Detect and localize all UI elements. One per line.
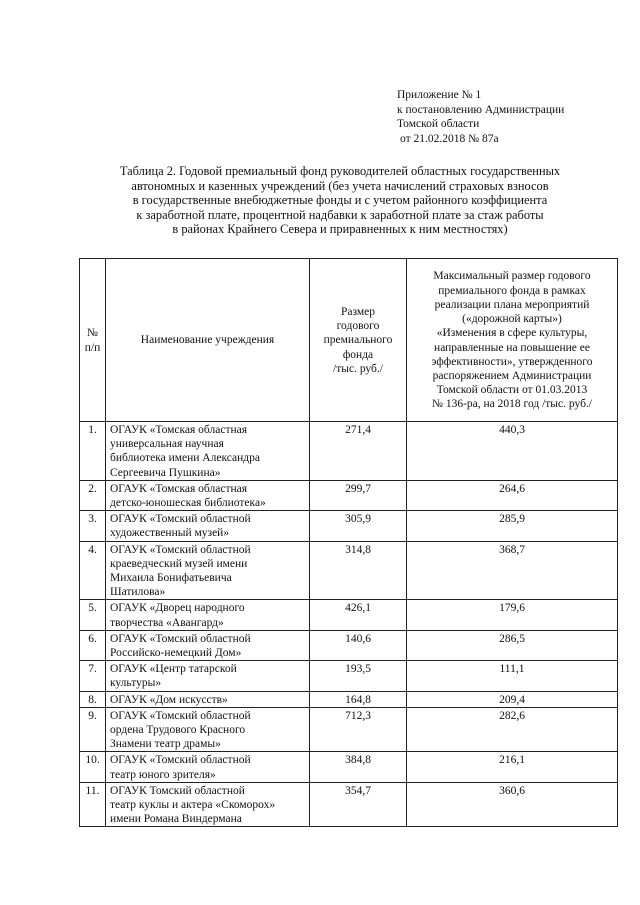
header-max-fund: Максимальный размер годового премиального фонда в рамках реализации плана мероприятий («дорожной карты») «Изменения в сфере культуры, направленные на повышение ее эффективности», утвержденного распоряжением Администрации Томской области от 01.03.2013 № 136-ра, на 2018 год /тыс. руб./ [407, 259, 618, 422]
institution-name [106, 661, 310, 691]
table-row [80, 782, 618, 827]
row-number: 3. [80, 511, 106, 541]
table-row [80, 661, 618, 691]
institution-name [106, 752, 310, 782]
annual-fund-value: 193,5 [310, 661, 407, 691]
row-number: 4. [80, 541, 106, 600]
annual-fund-value: 164,8 [310, 691, 407, 707]
max-fund-value: 282,6 [407, 707, 618, 752]
table-row [80, 600, 618, 630]
institution-name-line: ОГАУК «Томский областной [110, 709, 251, 722]
institution-name-line: творчества «Авангард» [110, 616, 224, 629]
institution-name [106, 630, 310, 660]
row-number: 8. [80, 691, 106, 707]
institution-name-line: Сергеевича Пушкина» [110, 466, 221, 479]
institution-name-line: ОГАУК «Томская областная [110, 482, 248, 495]
annual-fund-value: 712,3 [310, 707, 407, 752]
institution-name-line: ОГАУК «Томский областной [110, 754, 251, 767]
header-number: № п/п [80, 259, 106, 422]
max-fund-value: 285,9 [407, 511, 618, 541]
title-line: Таблица 2. Годовой премиальный фонд руководителей областных государственных [119, 164, 561, 178]
max-fund-value: 264,6 [407, 480, 618, 510]
annual-fund-value: 305,9 [310, 511, 407, 541]
institution-name-line: Шатилова» [110, 586, 166, 599]
institution-name-line: ордена Трудового Красного [110, 724, 246, 737]
annual-fund-value: 426,1 [310, 600, 407, 630]
max-fund-value: 216,1 [407, 752, 618, 782]
institution-name [106, 511, 310, 541]
table-title [60, 164, 620, 237]
max-fund-value: 360,6 [407, 782, 618, 827]
institution-name-line: ОГАУК «Центр татарской [110, 663, 237, 676]
header-annual-fund: Размер годового премиального фонда /тыс. руб./ [310, 259, 407, 422]
institution-name-line: детско-юношеская библиотека» [110, 497, 266, 510]
institution-name [106, 541, 310, 600]
institution-name-line: Михаила Бонифатьевича [110, 572, 232, 585]
premium-fund-table [79, 258, 618, 827]
max-fund-value: 440,3 [407, 422, 618, 481]
institution-name-line: ОГАУК Томский областной [110, 784, 245, 797]
appendix-line: к постановлению Администрации [397, 103, 565, 116]
appendix-block [397, 88, 564, 146]
max-fund-value: 368,7 [407, 541, 618, 600]
annual-fund-value: 299,7 [310, 480, 407, 510]
title-line: к заработной плате, процентной надбавки к заработной плате за стаж работы [136, 207, 544, 222]
table-row [80, 707, 618, 752]
row-number: 10. [80, 752, 106, 782]
institution-name-line: Знамени театр драмы» [110, 738, 221, 751]
table-row [80, 752, 618, 782]
table-row [80, 511, 618, 541]
institution-name [106, 707, 310, 752]
table-row [80, 541, 618, 600]
institution-name-line: художественный музей» [110, 527, 230, 540]
institution-name-line: ОГАУК «Томский областной [110, 543, 251, 556]
table-row [80, 691, 618, 707]
institution-name-line: ОГАУК «Дворец народного [110, 602, 245, 615]
institution-name [106, 422, 310, 481]
institution-name [106, 691, 310, 707]
row-number: 5. [80, 600, 106, 630]
max-fund-value: 111,1 [407, 661, 618, 691]
title-line: в государственные внебюджетные фонды и с учетом районного коэффициента [132, 193, 548, 208]
row-number: 6. [80, 630, 106, 660]
header-institution-name: Наименование учреждения [106, 259, 310, 422]
institution-name-line: Российско-немецкий Дом» [110, 647, 242, 660]
annual-fund-value: 354,7 [310, 782, 407, 827]
row-number: 1. [80, 422, 106, 481]
institution-name-line: ОГАУК «Дом искусств» [110, 693, 228, 706]
institution-name-line: ОГАУК «Томский областной [110, 513, 251, 526]
institution-name-line: имени Романа Виндермана [110, 813, 242, 826]
institution-name-line: театр куклы и актера «Скоморох» [110, 799, 276, 812]
annual-fund-value: 140,6 [310, 630, 407, 660]
institution-name-line: краеведческий музей имени [110, 557, 248, 570]
row-number: 2. [80, 480, 106, 510]
table-row [80, 480, 618, 510]
table-body [80, 422, 618, 827]
table-row [80, 422, 618, 481]
institution-name [106, 600, 310, 630]
annual-fund-value: 271,4 [310, 422, 407, 481]
title-line: в районах Крайнего Севера и приравненных к ним местностях) [172, 222, 508, 237]
institution-name-line: ОГАУК «Томская областная [110, 424, 248, 436]
max-fund-value: 209,4 [407, 691, 618, 707]
table-header-row [80, 259, 618, 422]
appendix-line: Томской области [397, 118, 480, 130]
institution-name-line: театр юного зрителя» [110, 768, 216, 781]
institution-name [106, 480, 310, 510]
institution-name-line: ОГАУК «Томский областной [110, 632, 251, 645]
annual-fund-value: 314,8 [310, 541, 407, 600]
annual-fund-value: 384,8 [310, 752, 407, 782]
row-number: 9. [80, 707, 106, 752]
institution-name-line: культуры» [110, 677, 162, 690]
institution-name [106, 782, 310, 827]
appendix-date-line: от 21.02.2018 № 87а [400, 132, 499, 145]
row-number: 11. [80, 782, 106, 827]
institution-name-line: библиотека имени Александра [110, 452, 260, 465]
row-number: 7. [80, 661, 106, 691]
max-fund-value: 286,5 [407, 630, 618, 660]
table-row [80, 630, 618, 660]
institution-name-line: универсальная научная [110, 438, 224, 451]
title-line: автономных и казенных учреждений (без учета начислений страховых взносов [131, 178, 549, 193]
max-fund-value: 179,6 [407, 600, 618, 630]
appendix-line: Приложение № 1 [397, 89, 482, 101]
